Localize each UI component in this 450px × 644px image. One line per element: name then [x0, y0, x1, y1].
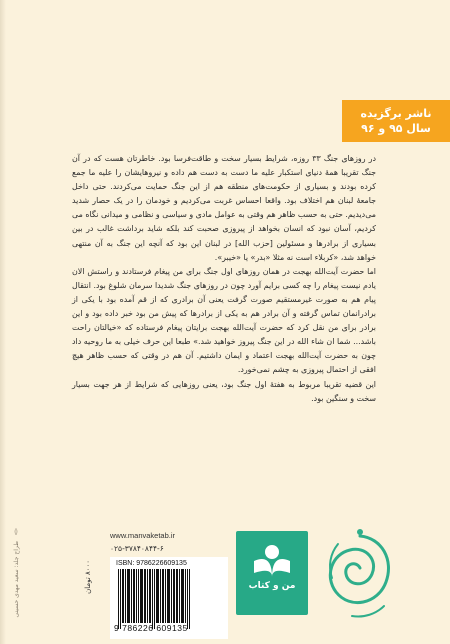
barcode-bars — [118, 569, 226, 627]
blurb-paragraph: این قضیه تقریبا مربوط به هفتهٔ اول جنگ بود، یعنی روزهایی که شرایط از هر جهت بسیار سخت و سنگین بود. — [72, 379, 376, 403]
website-link[interactable]: www.manvaketab.ir — [110, 531, 176, 540]
isbn-label: ISBN: 9786226609135 — [116, 560, 187, 567]
spine-shadow — [0, 0, 6, 644]
leaf-icon — [10, 528, 22, 535]
blurb-text — [72, 152, 376, 406]
designer-credit-text: طراح جلد: سعید مهدی حسینی — [12, 541, 20, 618]
publisher-info — [110, 531, 232, 639]
decorative-swirl-emblem — [320, 526, 400, 624]
badge-line-1: ناشر برگزیده — [360, 107, 432, 120]
blurb-paragraph: اما حضرت آیت‌الله بهجت در همان روزهای اول جنگ برای من پیغام فرستادند و راستش الان یادم نیست پیغام را چه کسی برایم آورد چون در روزهای جنگ شدیدا سرمان شلوغ بود. انتقال پیام هم به صورت غیرمستقیم صورت گرفت یعنی آن برادری که از قم آمده بود با یکی از برادرانمان تماس گرفته و آن برادر هم به یکی از برادرها که پیش من بود خبر داده بود و این برادر برای من نقل کرد که حضرت آیت‌الله بهجت برایتان پیغام فرستاده که «خیالتان راحت باشد... شما ان شاء الله در این جنگ پیروز خواهید شد.» طبعا این حرف خیلی به ما روحیه داد چون به حضرت آیت‌الله بهجت اعتماد و ایمان داشتیم. آن هم در وقتی که حسب ظاهر هیچ افقی از احتمال پیروزی به چشم نمی‌خورد. — [72, 266, 376, 375]
blurb-paragraph: در روزهای جنگ ۳۳ روزه، شرایط بسیار سخت و طاقت‌فرسا بود. خاطرتان هست که در آن جنگ تقریبا همهٔ دنیای استکبار علیه ما دست به دست هم داده و نیروهایشان را علیه ما جمع کرده بودند و بسیاری از حکومت‌های منطقه هم از این جنگ حمایت می‌کردند. حتی داخل جامعهٔ لبنان هم اختلاف بود. واقعا احساس غربت می‌کردیم و خودمان را در یک حصار شدید می‌دیدیم. حتی به حسب ظاهر هم وقتی به عوامل مادی و سیاسی و نظامی و میدانی نگاه می کردیم، آسان نبود که انسان بخواهد از پیروزی صحبت کند بلکه شاید برداشت غالب در بین بسیاری از برادرها و مسئولین [حزب الله] در لبنان این بود که آنچه این جنگ به آن منتهی خواهد شد، «کربلاء است نه مثلا «بدر» یا «خیبر». — [72, 154, 376, 262]
ean-number: 9 786226 609135 — [114, 623, 188, 633]
badge-line-2: سال ۹۵ و ۹۶ — [361, 122, 431, 135]
award-badge — [342, 100, 450, 142]
cover-designer-credit — [10, 528, 22, 618]
phone-number: ۰۲۵-۳۷۸۴۰۸۴۴-۶ — [110, 544, 164, 553]
publisher-logo-text: من و کتاب — [248, 581, 296, 591]
publisher-logo — [236, 531, 308, 615]
barcode — [110, 557, 228, 639]
publisher-logo-icon — [250, 543, 294, 579]
price-label: ۸۰۰۰ تومان — [84, 560, 92, 594]
